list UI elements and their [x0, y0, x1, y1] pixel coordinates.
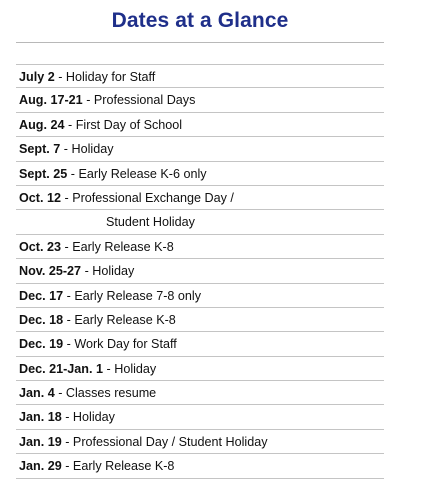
- event-description: Classes resume: [65, 386, 157, 401]
- list-item: [16, 88, 384, 112]
- event-date: Dec. 19: [19, 337, 64, 352]
- list-item: [16, 357, 384, 381]
- list-item: [16, 405, 384, 429]
- event-description: Holiday: [92, 264, 135, 279]
- list-item: [16, 430, 384, 454]
- event-description: Professional Days: [93, 93, 196, 108]
- event-date: Jan. 19: [19, 434, 62, 449]
- dates-list: [16, 64, 384, 479]
- page-title: Dates at a Glance: [111, 9, 289, 32]
- event-date: Aug. 24: [19, 117, 65, 132]
- list-item: [16, 259, 384, 283]
- event-description: Holiday: [71, 142, 114, 157]
- event-description: Early Release K-8: [72, 459, 175, 474]
- list-item: [16, 137, 384, 161]
- separator: -: [63, 337, 75, 352]
- event-date: Nov. 25-27: [19, 264, 82, 279]
- list-item: [16, 235, 384, 259]
- event-description: Professional Exchange Day /: [72, 190, 234, 205]
- separator: -: [61, 239, 73, 254]
- event-description: Holiday: [114, 361, 157, 376]
- event-date: Oct. 12: [19, 190, 61, 205]
- event-date: Sept. 7: [19, 142, 61, 157]
- separator: -: [54, 386, 66, 401]
- event-description: First Day of School: [75, 117, 183, 132]
- event-description: Professional Day / Student Holiday: [72, 434, 268, 449]
- separator: -: [61, 434, 73, 449]
- separator: -: [67, 166, 79, 181]
- list-item: [16, 381, 384, 405]
- separator: -: [60, 142, 72, 157]
- separator: -: [61, 190, 73, 205]
- event-date: Aug. 17-21: [19, 93, 83, 108]
- separator: -: [103, 361, 115, 376]
- list-item: [16, 113, 384, 137]
- title-divider: [16, 42, 384, 43]
- list-item: [16, 308, 384, 332]
- event-description: Early Release K-8: [74, 312, 176, 327]
- separator: -: [64, 117, 76, 132]
- event-date: Jan. 29: [19, 459, 62, 474]
- event-date: July 2: [19, 70, 55, 84]
- event-description: Early Release K-8: [72, 239, 174, 254]
- event-description: Holiday: [72, 410, 115, 425]
- separator: -: [61, 410, 73, 425]
- event-description: Early Release K-6 only: [78, 166, 207, 181]
- event-description: Student Holiday: [106, 215, 195, 230]
- list-item: [16, 64, 384, 88]
- separator: -: [61, 459, 73, 474]
- separator: -: [63, 312, 75, 327]
- event-description: Early Release 7-8 only: [74, 288, 202, 303]
- event-date: Jan. 18: [19, 410, 62, 425]
- event-date: Oct. 23: [19, 239, 61, 254]
- event-date: Jan. 4: [19, 386, 55, 401]
- event-date: Sept. 25: [19, 166, 68, 181]
- event-date: Dec. 17: [19, 288, 64, 303]
- separator: -: [82, 93, 94, 108]
- event-description: Holiday for Staff: [65, 70, 156, 84]
- event-date: Dec. 18: [19, 312, 64, 327]
- separator: -: [81, 264, 93, 279]
- separator: -: [63, 288, 75, 303]
- list-item: [16, 162, 384, 186]
- event-date: Dec. 21-Jan. 1: [19, 361, 104, 376]
- list-item: [16, 186, 384, 210]
- list-item-continuation: [16, 210, 384, 234]
- list-item: [16, 332, 384, 356]
- event-description: Work Day for Staff: [74, 337, 177, 352]
- list-item: [16, 284, 384, 308]
- list-item: [16, 454, 384, 478]
- separator: -: [54, 70, 66, 84]
